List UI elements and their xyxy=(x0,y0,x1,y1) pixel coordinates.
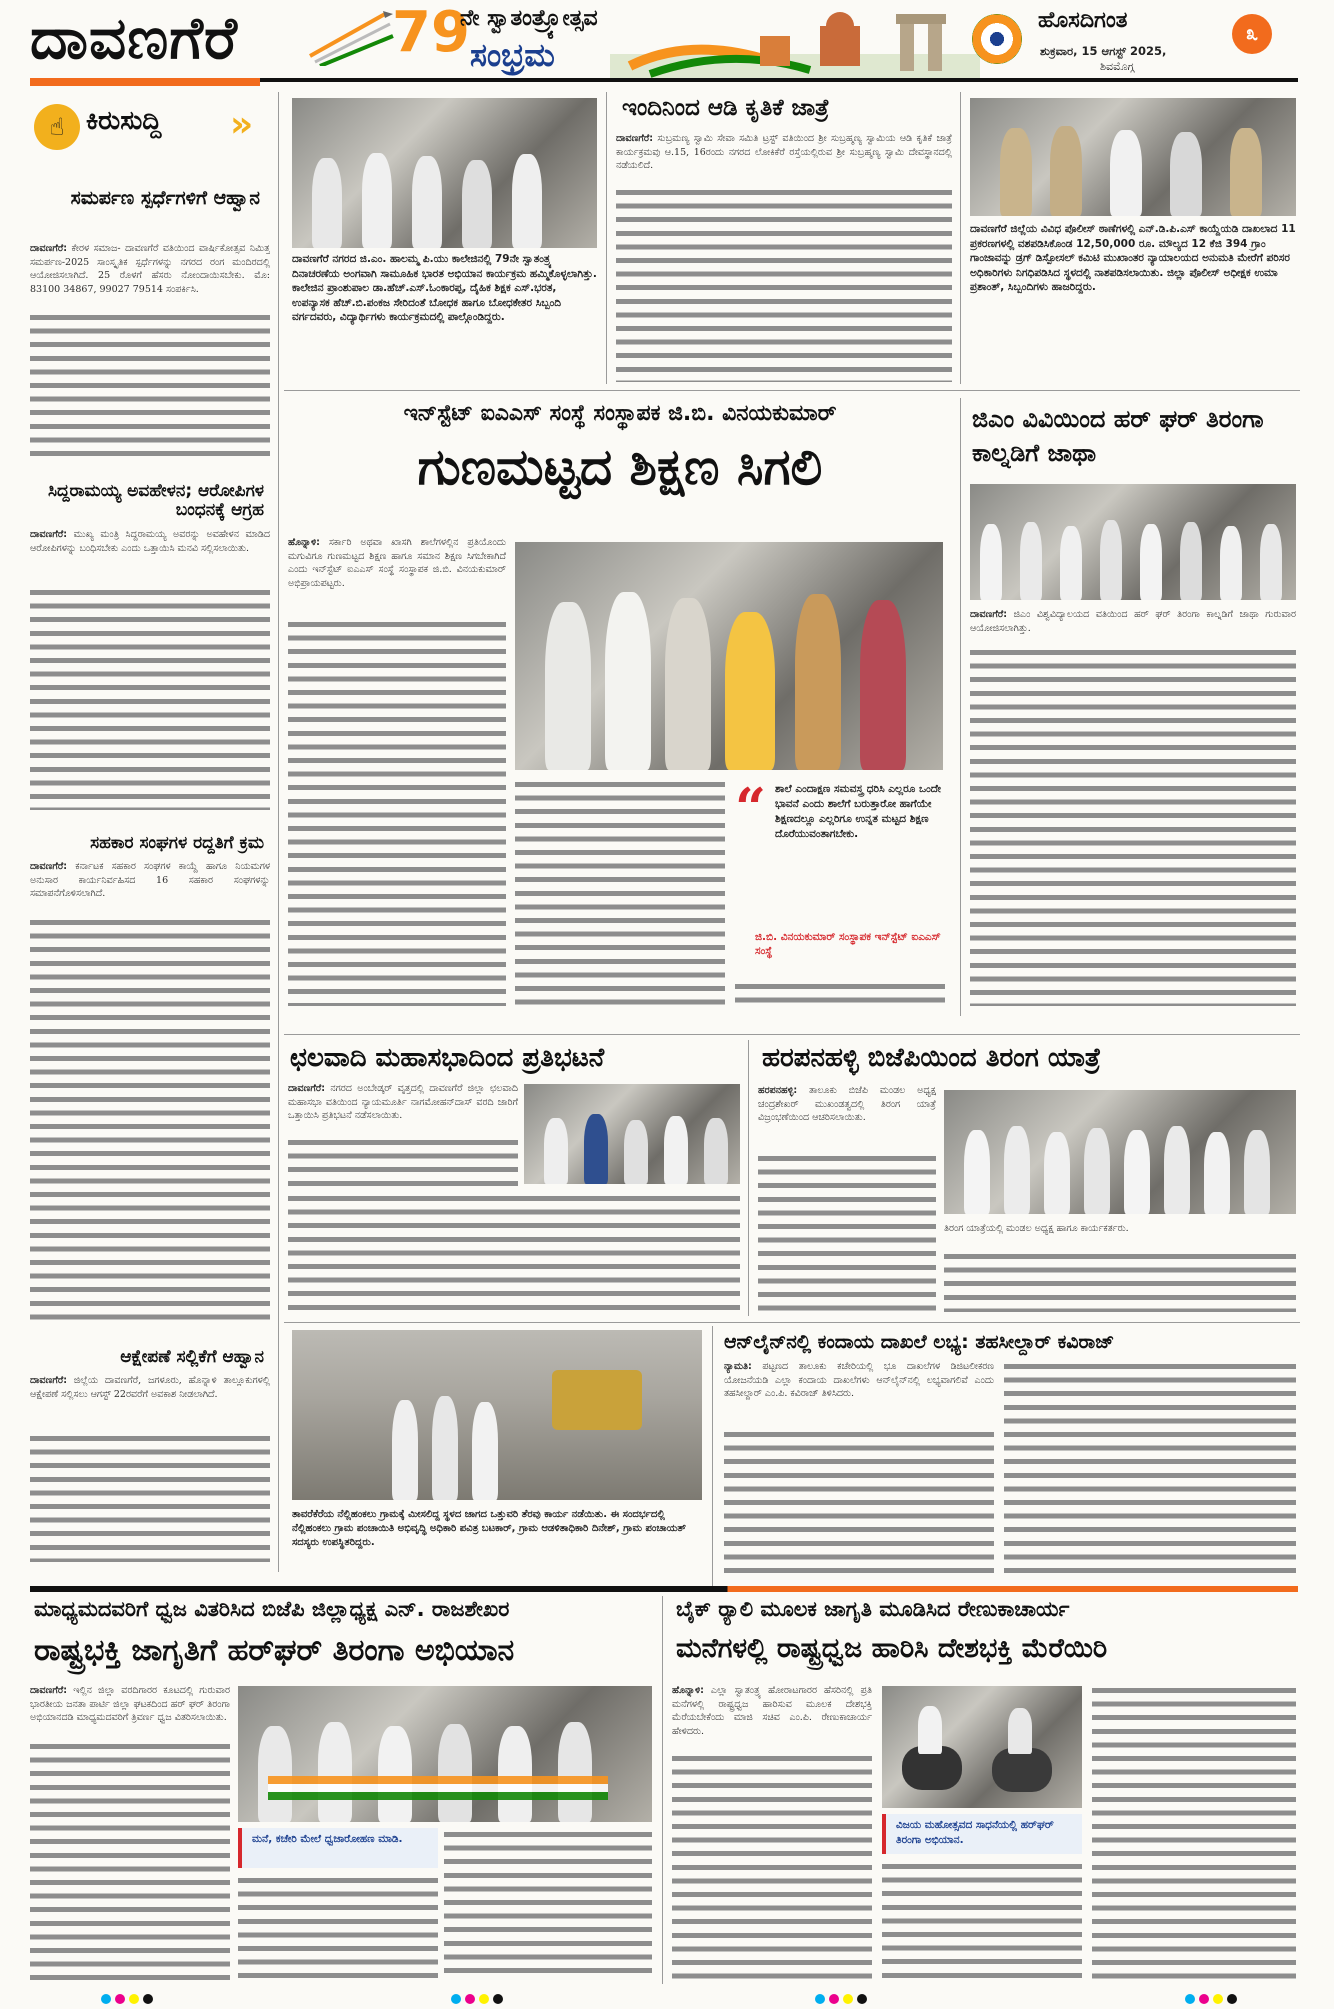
main-story-kicker: ಇನ್‌ಸ್ಟೆಟ್ ಐಎಎಸ್ ಸಂಸ್ಥೆ ಸಂಸ್ಥಾಪಕ ಜಿ.ಬಿ. ವಿನಯಕುಮಾರ್ xyxy=(403,401,837,426)
brief-contact-1: 25 ರೊಳಗೆ ಹೆಸರು ನೋಂದಾಯಿಸಬೇಕು. ಮೊ: 83100 34867, 99027 79514 ಸಂಪರ್ಕಿಸಿ. xyxy=(30,270,270,295)
column-divider-row4 xyxy=(712,1326,713,1586)
bike-rally-body xyxy=(672,1684,872,1754)
bjp-flag-text-col3 xyxy=(238,1874,438,1980)
online-kandaya-lead: ಪಟ್ಟಣದ ತಾಲೂಕು ಕಚೇರಿಯಲ್ಲಿ ಭೂ ದಾಖಲೆಗಳ ಡಿಜಿಟಲೀಕರಣ ಯೋಜನೆಯಡಿ ಎಲ್ಲಾ ಕಂದಾಯ ದಾಖಲೆಗಳು ಆನ್‌ಲೈನ್‌ನಲ್ಲಿ ಲಭ್ಯವಾಗಲಿವೆ ಎಂದು ತಹಸೀಲ್ದಾರ್ ಎಂ.ಪಿ. ಕವಿರಾಜ್ ತಿಳಿಸಿದರು. xyxy=(724,1361,994,1400)
chevron-right-icon: » xyxy=(230,104,254,145)
brief-headline-3: ಸಹಕಾರ ಸಂಘಗಳ ರದ್ದತಿಗೆ ಕ್ರಮ xyxy=(90,833,264,853)
chalavadi-body xyxy=(288,1082,518,1138)
main-story-dateline: ಹೊನ್ನಾಳಿ: xyxy=(288,537,320,548)
column-divider-top-2 xyxy=(960,92,961,384)
bike-rally-dateline: ಹೊನ್ನಾಳಿ: xyxy=(672,1685,704,1696)
celebration-number: 79 xyxy=(392,0,470,65)
bike-rally-kicker: ಬೈಕ್ ರ‍್ಯಾಲಿ ಮೂಲಕ ಜಾಗೃತಿ ಮೂಡಿಸಿದ ರೇಣುಕಾಚಾರ್ಯ xyxy=(676,1597,1070,1621)
row-divider-1 xyxy=(284,390,1300,391)
chalavadi-text-rest-2 xyxy=(288,1192,740,1312)
harapanahalli-text-rest-2 xyxy=(944,1250,1296,1312)
pull-quote-text: ಶಾಲೆ ಎಂದಾಕ್ಷಣ ಸಮವಸ್ತ್ರ ಧರಿಸಿ ಎಲ್ಲರೂ ಒಂದೇ ಭಾವನೆ ಎಂದು ಶಾಲೆಗೆ ಬರುತ್ತಾರೋ ಹಾಗೆಯೇ ಶಿಕ್ಷಣದಲ್ಲೂ ಎಲ್ಲರಿಗೂ ಉನ್ನತ ಮಟ್ಟದ ಶಿಕ್ಷಣ ದೊರೆಯುವಂತಾಗಬೇಕು. xyxy=(775,783,941,840)
online-kandaya-body xyxy=(724,1360,994,1430)
chalavadi-headline: ಛಲವಾದಿ ಮಹಾಸಭಾದಿಂದ ಪ್ರತಿಭಟನೆ xyxy=(290,1043,605,1073)
bike-rally-headline: ಮನೆಗಳಲ್ಲಿ ರಾಷ್ಟ್ರಧ್ವಜ ಹಾರಿಸಿ ದೇಶಭಕ್ತಿ ಮೆರೆಯಿರಿ xyxy=(676,1633,1108,1664)
hand-icon: ☝ xyxy=(34,104,80,150)
online-kandaya-headline: ಆನ್‌ಲೈನ್‌ನಲ್ಲಿ ಕಂದಾಯ ದಾಖಲೆ ಲಭ್ಯ: ತಹಸೀಲ್ದಾರ್ ಕವಿರಾಜ್ xyxy=(724,1331,1115,1353)
celebration-banner xyxy=(300,2,980,80)
jets-graphic xyxy=(305,6,395,66)
bike-rally-callout-text: ವಿಜಯ ಮಹೋತ್ಸವದ ಸಾಧನೆಯಲ್ಲಿ ಹರ್‌ಘರ್ ತಿರಂಗಾ ಅಭಿಯಾನ. xyxy=(896,1819,1054,1846)
column-divider-bottom xyxy=(662,1596,663,1984)
harapanahalli-dateline: ಹರಪನಹಳ್ಳಿ: xyxy=(758,1085,798,1096)
bike-rally-text-col1 xyxy=(672,1752,872,1980)
brief-headline-1: ಸಮರ್ಪಣ ಸ್ಪರ್ಧೆಗಳಿಗೆ ಆಹ್ವಾನ xyxy=(70,187,260,209)
har-ghar-dateline: ದಾವಣಗೆರೆ: xyxy=(970,609,1008,620)
kirusuddi-badge xyxy=(30,96,270,158)
bjp-flag-text-col2 xyxy=(444,1828,652,1980)
bike-rally-callout xyxy=(882,1814,1082,1854)
online-kandaya-text-col1 xyxy=(724,1428,994,1578)
har-ghar-text-rest xyxy=(970,646,1296,1006)
chalavadi-lead: ನಗರದ ಅಂಬೇಡ್ಕರ್ ವೃತ್ತದಲ್ಲಿ ದಾವಣಗೆರೆ ಜಿಲ್ಲಾ ಛಲವಾದಿ ಮಹಾಸಭಾ ವತಿಯಿಂದ ನ್ಯಾಯಮೂರ್ತಿ ನಾಗಮೋಹನ್‌ದಾಸ್ ವರದಿ ಜಾರಿಗೆ ಒತ್ತಾಯಿಸಿ ಪ್ರತಿಭಟನೆ ನಡೆಸಲಾಯಿತು. xyxy=(288,1083,518,1122)
harapanahalli-lead: ತಾಲೂಕು ಬಿಜೆಪಿ ಮಂಡಲ ಅಧ್ಯಕ್ಷ ಚಂದ್ರಶೇಖರ್ ಮುಖಂಡತ್ವದಲ್ಲಿ ತಿರಂಗ ಯಾತ್ರೆ ವಿಜ್ರಂಭಣೆಯಿಂದ ಆಚರಿಸಲಾಯಿತು. xyxy=(758,1085,936,1124)
police-photo xyxy=(970,98,1296,216)
city-title: ದಾವಣಗೆರೆ xyxy=(30,4,239,72)
aadi-krittike-headline: ಇಂದಿನಿಂದ ಆಡಿ ಕೃತಿಕೆ ಜಾತ್ರೆ xyxy=(622,95,830,121)
har-ghar-photo xyxy=(970,484,1296,600)
brief-headline-2: ಸಿದ್ದರಾಮಯ್ಯ ಅವಹೇಳನ; ಆರೋಪಿಗಳ ಬಂಧನಕ್ಕೆ ಆಗ್ರಹ xyxy=(47,481,264,520)
aadi-krittike-dateline: ದಾವಣಗೆರೆ: xyxy=(616,133,654,144)
online-kandaya-text-col2 xyxy=(1004,1360,1296,1578)
main-story-headline: ಗುಣಮಟ್ಟದ ಶಿಕ್ಷಣ ಸಿಗಲಿ xyxy=(417,438,823,496)
brief-dateline-1: ದಾವಣಗೆರೆ: xyxy=(30,243,68,254)
bjp-flag-headline: ರಾಷ್ಟ್ರಭಕ್ತಿ ಜಾಗೃತಿಗೆ ಹರ್‌ಘರ್ ತಿರಂಗಾ ಅಭಿಯಾನ xyxy=(34,1633,515,1668)
celebration-line1: ನೇ ಸ್ವಾತಂತ್ರ್ಯೋತ್ಸವ xyxy=(460,6,598,31)
brief-body-2 xyxy=(30,528,270,588)
lake-encroachment-photo xyxy=(292,1330,702,1500)
lake-photo-caption: ತಾವರೆಕೆರೆಯ ನೆಲ್ಲಿಹಂಕಲು ಗ್ರಾಮಕ್ಕೆ ಮೀಸಲಿದ್ದ ಸ್ಥಳದ ಜಾಗದ ಒತ್ತುವರಿ ತೆರವು ಕಾರ್ಯ ನಡೆಯಿತು. ಈ ಸಂದರ್ಭದಲ್ಲಿ ನೆಲ್ಲಿಹಂಕಲು ಗ್ರಾಮ ಪಂಚಾಯಿತಿ ಅಭಿವೃದ್ಧಿ ಅಧಿಕಾರಿ ಪವಿತ್ರ ಬಟಕಾರ್, ಗ್ರಾಮ ಆಡಳಿತಾಧಿಕಾರಿ ದಿನೇಶ್, ಗ್ರಾಮ ಪಂಚಾಯತ್ ಸದಸ್ಯರು ಉಪಸ್ಥಿತರಿದ್ದರು. xyxy=(292,1509,686,1548)
pull-quote-attribution: ಜಿ.ಬಿ. ವಿನಯಕುಮಾರ್ ಸಂಸ್ಥಾಪಕ ಇನ್‌ಸ್ಟೆಟ್ ಐಎಎಸ್ ಸಂಸ್ಥೆ xyxy=(755,931,941,957)
bjp-flag-dateline: ದಾವಣಗೆರೆ: xyxy=(30,1685,68,1696)
page-number: ೩ xyxy=(1232,14,1272,54)
brief-dateline-3: ದಾವಣಗೆರೆ: xyxy=(30,861,68,872)
brief-lead-4: ಜಿಲ್ಲೆಯ ದಾವಣಗೆರೆ, ಜಗಳೂರು, ಹೊನ್ನಾಳಿ ತಾಲ್ಲೂಕುಗಳಲ್ಲಿ ಆಕ್ಷೇಪಣೆ ಸಲ್ಲಿಸಲು ಆಗಸ್ಟ್ 22ರವರೆಗೆ ಅವಕಾಶ ನೀಡಲಾಗಿದೆ. xyxy=(30,1375,270,1400)
pull-quote xyxy=(735,776,945,976)
main-story-text-col2 xyxy=(515,778,725,1006)
college-photo-caption: ದಾವಣಗೆರೆ ನಗರದ ಜಿ.ಎಂ. ಹಾಲಮ್ಮ ಪಿ.ಯು ಕಾಲೇಜಿನಲ್ಲಿ 79ನೇ ಸ್ವಾತಂತ್ರ್ಯ ದಿನಾಚರಣೆಯ ಅಂಗವಾಗಿ ಸಾಮೂಹಿಕ ಭಾರತ ಅಭಿಯಾನ ಕಾರ್ಯಕ್ರಮ ಹಮ್ಮಿಕೊಳ್ಳಲಾಗಿತ್ತು. ಕಾಲೇಜಿನ ಪ್ರಾಂಶುಪಾಲ ಡಾ.ಹೆಚ್.ಎಸ್.ಓಂಕಾರಪ್ಪ, ದೈಹಿಕ ಶಿಕ್ಷಕ ಎಸ್.ಭರತ, ಉಪನ್ಯಾಸಕ ಹೆಚ್.ಬಿ.ಪಂಕಜ ಸೇರಿದಂತೆ ಬೋಧಕ ಹಾಗೂ ಬೋಧಕೇತರ ಸಿಬ್ಬಂದಿ ವರ್ಗದವರು, ವಿದ್ಯಾರ್ಥಿಗಳು ಕಾರ್ಯಕ್ರಮದಲ್ಲಿ ಪಾಲ್ಗೊಂಡಿದ್ದರು. xyxy=(292,253,597,323)
online-kandaya-dateline: ನ್ಯಾಮತಿ: xyxy=(724,1361,752,1372)
brief-body-3 xyxy=(30,860,270,920)
row-divider-3 xyxy=(284,1322,1300,1323)
bottom-band-rule xyxy=(30,1586,1298,1592)
aadi-krittike-lead: ಸುಬ್ರಮಣ್ಯ ಸ್ವಾಮಿ ಸೇವಾ ಸಮಿತಿ ಟ್ರಸ್ಟ್ ವತಿಯಿಂದ ಶ್ರೀ ಸುಬ್ರಹ್ಮಣ್ಯ ಸ್ವಾಮಿಯ ಆಡಿ ಕೃತಿಕೆ ಜಾತ್ರೆ ಕಾರ್ಯಕ್ರಮವು ಆ.15, 16ರಂದು ನಗರದ ಲೋಕಿಕೆರೆ ರಸ್ತೆಯಲ್ಲಿರುವ ಶ್ರೀ ಸುಬ್ರಹ್ಮಣ್ಯ ಸ್ವಾಮಿ ದೇವಸ್ಥಾನದಲ್ಲಿ ನಡೆಯಲಿದೆ. xyxy=(616,133,952,172)
brief-lead-3: ಕರ್ನಾಟಕ ಸಹಕಾರ ಸಂಘಗಳ ಕಾಯ್ದೆ ಹಾಗೂ ನಿಯಮಗಳ ಅನುಸಾರ ಕಾರ್ಯನಿರ್ವಹಿಸದ 16 ಸಹಕಾರ ಸಂಘಗಳನ್ನು ಸಮಾಪನೆಗೊಳಿಸಲಾಗಿದೆ. xyxy=(30,861,270,900)
masthead-accent xyxy=(30,78,260,86)
bike-rally-photo xyxy=(882,1686,1082,1808)
aadi-krittike-body xyxy=(616,132,952,190)
bjp-flag-text-col1 xyxy=(30,1740,230,1980)
bjp-flag-kicker: ಮಾಧ್ಯಮದವರಿಗೆ ಧ್ವಜ ವಿತರಿಸಿದ ಬಿಜೆಪಿ ಜಿಲ್ಲಾಧ್ಯಕ್ಷ ಎನ್. ರಾಜಶೇಖರ xyxy=(34,1597,510,1621)
bjp-flag-callout xyxy=(238,1828,438,1868)
har-ghar-lead: ಜಿಎಂ ವಿಶ್ವವಿದ್ಯಾಲಯದ ವತಿಯಿಂದ ಹರ್ ಘರ್ ತಿರಂಗಾ ಕಾಲ್ನಡಿಗೆ ಜಾಥಾ ಗುರುವಾರ ಆಯೋಜಿಸಲಾಗಿತ್ತು. xyxy=(970,609,1296,634)
brief-lead-2: ಮುಖ್ಯ ಮಂತ್ರಿ ಸಿದ್ದರಾಮಯ್ಯ ಅವರನ್ನು ಅವಹೇಳನ ಮಾಡಿದ ಆರೋಪಿಗಳನ್ನು ಬಂಧಿಸಬೇಕು ಎಂದು ಒತ್ತಾಯಿಸಿ ಮನವಿ ಸಲ್ಲಿಸಲಾಯಿತು. xyxy=(30,529,270,554)
kirusuddi-label: ಕಿರುಸುದ್ದಿ xyxy=(86,106,162,136)
bjp-flag-lead: ಇಲ್ಲಿನ ಜಿಲ್ಲಾ ವರದಿಗಾರರ ಕೂಟದಲ್ಲಿ ಗುರುವಾರ ಭಾರತೀಯ ಜನತಾ ಪಾರ್ಟಿ ಜಿಲ್ಲಾ ಘಟಕದಿಂದ ಹರ್ ಘರ್ ತಿರಂಗಾ ಅಭಿಯಾನದಡಿ ಮಾಧ್ಯಮದವರಿಗೆ ತ್ರಿವರ್ಣ ಧ್ವಜ ವಿತರಿಸಲಾಯಿತು. xyxy=(30,1685,230,1724)
bike-rally-text-col2 xyxy=(882,1860,1082,1980)
column-divider-top-1 xyxy=(606,92,607,384)
main-story-photo xyxy=(515,542,943,770)
harapanahalli-photo-caption: ತಿರಂಗ ಯಾತ್ರೆಯಲ್ಲಿ ಮಂಡಲ ಅಧ್ಯಕ್ಷ ಹಾಗೂ ಕಾರ್ಯಕರ್ತರು. xyxy=(944,1223,1129,1234)
chalavadi-photo xyxy=(524,1084,740,1184)
harapanahalli-body xyxy=(758,1084,936,1154)
registration-marks xyxy=(100,1990,1250,2002)
bike-rally-lead: ಎಲ್ಲಾ ಸ್ವಾತಂತ್ರ್ಯ ಹೋರಾಟಗಾರರ ಹೆಸರಿನಲ್ಲಿ ಪ್ರತಿ ಮನೆಗಳಲ್ಲಿ ರಾಷ್ಟ್ರಧ್ವಜ ಹಾರಿಸುವ ಮೂಲಕ ದೇಶಭಕ್ತಿ ಮೆರೆಯಬೇಕೆಂದು ಮಾಜಿ ಸಚಿವ ಎಂ.ಪಿ. ರೇಣುಕಾಚಾರ್ಯ ಹೇಳಿದರು. xyxy=(672,1685,872,1737)
bjp-flag-photo xyxy=(238,1686,652,1822)
brief-dateline-2: ದಾವಣಗೆರೆ: xyxy=(30,529,68,540)
brief-text-1-rest xyxy=(30,311,270,461)
har-ghar-headline: ಜಿಎಂ ವಿವಿಯಿಂದ ಹರ್ ಘರ್ ತಿರಂಗಾ ಕಾಲ್ನಡಿಗೆ ಜಾಥಾ xyxy=(972,405,1264,467)
brief-dateline-4: ದಾವಣಗೆರೆ: xyxy=(30,1375,68,1386)
harapanahalli-text-rest xyxy=(758,1152,936,1312)
main-story-text-col1 xyxy=(288,618,506,1006)
chakra-logo xyxy=(972,14,1022,64)
column-divider-left xyxy=(278,92,279,1572)
college-photo xyxy=(292,98,597,248)
brief-headline-4: ಆಕ್ಷೇಪಣೆ ಸಲ್ಲಿಕೆಗೆ ಆಹ್ವಾನ xyxy=(120,1347,264,1367)
brief-body-4 xyxy=(30,1374,270,1434)
police-photo-caption: ದಾವಣಗೆರೆ ಜಿಲ್ಲೆಯ ವಿವಿಧ ಪೊಲೀಸ್ ಠಾಣೆಗಳಲ್ಲಿ ಎನ್.ಡಿ.ಪಿ.ಎಸ್ ಕಾಯ್ದೆಯಡಿ ದಾಖಲಾದ 11 ಪ್ರಕರಣಗಳಲ್ಲಿ ವಶಪಡಿಸಿಕೊಂಡ 12,50,000 ರೂ. ಮೌಲ್ಯದ 12 ಕೆಜಿ 394 ಗ್ರಾಂ ಗಾಂಜಾವನ್ನು ಡ್ರಗ್ ಡಿಸ್ಪೋಸಲ್ ಕಮಿಟಿ ಮುಖಾಂತರ ನ್ಯಾಯಾಲಯದ ಅನುಮತಿ ಮೇರೆಗೆ ಪರಿಸರ ಅಧಿಕಾರಿಗಳು ನಿಗಧಿಪಡಿಸಿದ ಸ್ಥಳದಲ್ಲಿ ನಾಶಪಡಿಸಲಾಯಿತು. ಜಿಲ್ಲಾ ಪೊಲೀಸ್ ಅಧೀಕ್ಷಕ ಉಮಾ ಪ್ರಶಾಂತ್, ಸಿಬ್ಬಂದಿಗಳು ಹಾಜರಿದ್ದರು. xyxy=(970,223,1296,293)
brief-lead-1: ಕೇರಳ ಸಮಾಜ- ದಾವಣಗೆರೆ ವತಿಯಿಂದ ವಾರ್ಷಿಕೋತ್ಸವ ನಿಮಿತ್ತ ಸಮರ್ಪಣ-2025 ಸಾಂಸ್ಕೃತಿಕ ಸ್ಪರ್ಧೆಗಳನ್ನು ನಗರದ ರಂಗ ಮಂದಿರದಲ್ಲಿ ಆಯೋಜಿಸಲಾಗಿದೆ. xyxy=(30,243,270,282)
brief-text-4-rest xyxy=(30,1432,270,1562)
bjp-flag-body xyxy=(30,1684,230,1740)
issue-date: ಶುಕ್ರವಾರ, 15 ಆಗಸ್ಟ್ 2025, xyxy=(1040,44,1167,58)
column-divider-mid xyxy=(960,398,961,1016)
brand-logo: ಹೊಸದಿಗಂತ xyxy=(1038,8,1128,33)
harapanahalli-headline: ಹರಪನಹಳ್ಳಿ ಬಿಜೆಪಿಯಿಂದ ತಿರಂಗ ಯಾತ್ರೆ xyxy=(762,1043,1101,1073)
row-divider-2 xyxy=(284,1034,1300,1035)
quote-mark-icon: “ xyxy=(735,776,767,840)
har-ghar-body xyxy=(970,608,1296,648)
main-story-body xyxy=(288,536,506,620)
main-story-lead: ಸರ್ಕಾರಿ ಅಥವಾ ಖಾಸಗಿ ಶಾಲೆಗಳಲ್ಲಿನ ಪ್ರತಿಯೊಂದು ಮಗುವಿಗೂ ಗುಣಮಟ್ಟದ ಶಿಕ್ಷಣ ಹಾಗೂ ಸಮಾನ ಶಿಕ್ಷಣ ಸಿಗಬೇಕಾಗಿದೆ ಎಂದು ಇನ್‌ಸ್ಟೆಟ್ ಐಎಎಸ್ ಸಂಸ್ಥೆ ಸಂಸ್ಥಾಪಕ ಜಿ.ಬಿ. ವಿನಯಕುಮಾರ್ ಅಭಿಪ್ರಾಯಪಟ್ಟರು. xyxy=(288,537,506,589)
brief-text-3-rest xyxy=(30,916,270,1326)
main-story-text-col3 xyxy=(735,980,945,1006)
aadi-krittike-text-rest xyxy=(616,186,952,382)
bike-rally-text-col3 xyxy=(1092,1684,1296,1980)
bjp-flag-callout-text: ಮನೆ, ಕಚೇರಿ ಮೇಲೆ ಧ್ವಜಾರೋಹಣ ಮಾಡಿ. xyxy=(252,1833,403,1845)
harapanahalli-photo xyxy=(944,1090,1296,1214)
skyline-graphic xyxy=(610,6,980,78)
edition-name: ಶಿವಮೊಗ್ಗ xyxy=(1100,60,1135,73)
column-divider-row3 xyxy=(748,1040,749,1316)
celebration-line2: ಸಂಭ್ರಮ xyxy=(470,36,555,74)
brief-text-2-rest xyxy=(30,586,270,810)
masthead xyxy=(0,0,1334,90)
chalavadi-dateline: ದಾವಣಗೆರೆ: xyxy=(288,1083,326,1094)
